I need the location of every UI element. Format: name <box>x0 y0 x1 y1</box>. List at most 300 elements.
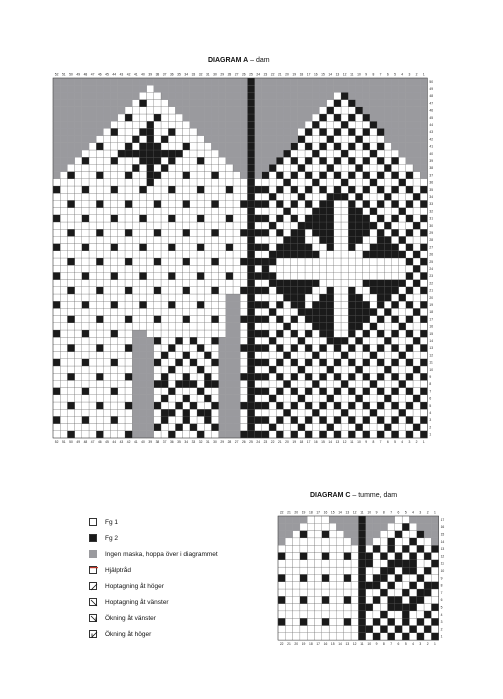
stitch-cell <box>413 294 420 301</box>
stitch-cell <box>89 143 96 150</box>
stitch-cell <box>111 150 118 157</box>
stitch-cell <box>373 596 380 603</box>
stitch-cell <box>305 186 312 193</box>
stitch-cell <box>262 344 269 351</box>
stitch-cell <box>226 164 233 171</box>
stitch-cell <box>154 244 161 251</box>
stitch-cell <box>197 172 204 179</box>
stitch-cell <box>399 402 406 409</box>
stitch-cell <box>319 78 326 85</box>
stitch-cell <box>307 611 314 618</box>
stitch-cell <box>118 265 125 272</box>
stitch-cell <box>341 172 348 179</box>
stitch-cell <box>197 431 204 438</box>
stitch-cell <box>161 366 168 373</box>
stitch-cell <box>298 258 305 265</box>
stitch-cell <box>132 200 139 207</box>
stitch-cell <box>154 416 161 423</box>
stitch-cell <box>96 258 103 265</box>
stitch-cell <box>363 193 370 200</box>
stitch-cell <box>298 215 305 222</box>
column-number: 21 <box>277 440 282 444</box>
stitch-cell <box>147 244 154 251</box>
stitch-cell <box>154 409 161 416</box>
stitch-cell <box>139 107 146 114</box>
stitch-cell <box>355 431 362 438</box>
stitch-cell <box>377 200 384 207</box>
stitch-cell <box>298 287 305 294</box>
stitch-cell <box>75 380 82 387</box>
column-number: 22 <box>270 440 275 444</box>
stitch-cell <box>322 523 329 530</box>
stitch-cell <box>211 366 218 373</box>
stitch-cell <box>219 323 226 330</box>
stitch-cell <box>154 287 161 294</box>
stitch-cell <box>82 157 89 164</box>
stitch-cell <box>67 409 74 416</box>
stitch-cell <box>197 157 204 164</box>
stitch-cell <box>319 114 326 121</box>
stitch-cell <box>269 186 276 193</box>
stitch-cell <box>370 236 377 243</box>
stitch-cell <box>291 316 298 323</box>
stitch-cell <box>278 574 285 581</box>
stitch-cell <box>226 373 233 380</box>
stitch-cell <box>211 301 218 308</box>
stitch-cell <box>103 186 110 193</box>
stitch-cell <box>75 107 82 114</box>
stitch-cell <box>111 388 118 395</box>
stitch-cell <box>89 265 96 272</box>
stitch-cell <box>409 553 416 560</box>
stitch-cell <box>53 265 60 272</box>
stitch-cell <box>312 121 319 128</box>
stitch-cell <box>132 128 139 135</box>
fg1-swatch-icon <box>89 518 97 526</box>
stitch-cell <box>351 567 358 574</box>
stitch-cell <box>147 157 154 164</box>
stitch-cell <box>395 567 402 574</box>
stitch-cell <box>226 380 233 387</box>
stitch-cell <box>380 567 387 574</box>
stitch-cell <box>53 179 60 186</box>
stitch-cell <box>197 186 204 193</box>
stitch-cell <box>298 251 305 258</box>
stitch-cell <box>89 114 96 121</box>
stitch-cell <box>348 366 355 373</box>
stitch-cell <box>363 344 370 351</box>
stitch-cell <box>276 114 283 121</box>
stitch-cell <box>219 251 226 258</box>
legend-label: Ingen maska, hoppa över i diagrammet <box>105 550 218 558</box>
stitch-cell <box>300 538 307 545</box>
stitch-cell <box>413 395 420 402</box>
stitch-cell <box>305 121 312 128</box>
stitch-cell <box>269 222 276 229</box>
stitch-cell <box>312 136 319 143</box>
stitch-cell <box>355 229 362 236</box>
stitch-cell <box>312 272 319 279</box>
stitch-cell <box>183 416 190 423</box>
stitch-cell <box>226 128 233 135</box>
column-number: 32 <box>198 72 203 77</box>
stitch-cell <box>327 186 334 193</box>
stitch-cell <box>420 208 427 215</box>
stitch-cell <box>147 78 154 85</box>
stitch-cell <box>154 330 161 337</box>
stitch-cell <box>391 294 398 301</box>
stitch-cell <box>211 388 218 395</box>
stitch-cell <box>132 301 139 308</box>
stitch-cell <box>219 388 226 395</box>
stitch-cell <box>204 352 211 359</box>
stitch-cell <box>399 164 406 171</box>
column-number: 10 <box>367 642 372 647</box>
stitch-cell <box>226 92 233 99</box>
stitch-cell <box>341 316 348 323</box>
stitch-cell <box>175 366 182 373</box>
stitch-cell <box>226 301 233 308</box>
stitch-cell <box>89 100 96 107</box>
stitch-cell <box>219 208 226 215</box>
column-number: 21 <box>287 510 291 515</box>
stitch-cell <box>395 545 402 552</box>
stitch-cell <box>190 114 197 121</box>
stitch-cell <box>341 366 348 373</box>
stitch-cell <box>334 409 341 416</box>
stitch-cell <box>358 582 365 589</box>
stitch-cell <box>291 431 298 438</box>
stitch-cell <box>348 200 355 207</box>
stitch-cell <box>175 236 182 243</box>
stitch-cell <box>154 179 161 186</box>
stitch-cell <box>344 545 351 552</box>
stitch-cell <box>322 538 329 545</box>
stitch-cell <box>315 574 322 581</box>
stitch-cell <box>329 560 336 567</box>
stitch-cell <box>363 172 370 179</box>
stitch-cell <box>219 236 226 243</box>
column-number: 17 <box>316 642 320 647</box>
stitch-cell <box>377 431 384 438</box>
stitch-cell <box>307 531 314 538</box>
stitch-cell <box>204 431 211 438</box>
stitch-cell <box>366 596 373 603</box>
stitch-cell <box>168 143 175 150</box>
stitch-cell <box>262 316 269 323</box>
stitch-cell <box>319 128 326 135</box>
stitch-cell <box>60 388 67 395</box>
stitch-cell <box>384 107 391 114</box>
stitch-cell <box>183 78 190 85</box>
stitch-cell <box>111 215 118 222</box>
stitch-cell <box>305 236 312 243</box>
stitch-cell <box>413 388 420 395</box>
stitch-cell <box>190 251 197 258</box>
stitch-cell <box>161 128 168 135</box>
row-number: 11 <box>440 561 445 566</box>
stitch-cell <box>118 373 125 380</box>
stitch-cell <box>305 258 312 265</box>
stitch-cell <box>391 193 398 200</box>
column-number: 20 <box>285 72 289 77</box>
stitch-cell <box>219 431 226 438</box>
row-number: 17 <box>440 517 445 522</box>
stitch-cell <box>96 416 103 423</box>
column-number: 41 <box>133 440 138 444</box>
stitch-cell <box>291 186 298 193</box>
stitch-cell <box>358 589 365 596</box>
stitch-cell <box>291 121 298 128</box>
column-number: 41 <box>133 72 138 77</box>
stitch-cell <box>233 424 240 431</box>
stitch-cell <box>285 611 292 618</box>
stitch-cell <box>399 107 406 114</box>
stitch-cell <box>175 431 182 438</box>
stitch-cell <box>327 308 334 315</box>
stitch-cell <box>391 200 398 207</box>
stitch-cell <box>384 308 391 315</box>
legend-row-no-stitch <box>89 549 218 559</box>
stitch-cell <box>406 172 413 179</box>
stitch-cell <box>406 78 413 85</box>
stitch-cell <box>190 308 197 315</box>
stitch-cell <box>409 589 416 596</box>
stitch-cell <box>413 215 420 222</box>
stitch-cell <box>82 136 89 143</box>
stitch-cell <box>406 200 413 207</box>
stitch-cell <box>329 626 336 633</box>
stitch-cell <box>67 294 74 301</box>
stitch-cell <box>319 294 326 301</box>
column-number: 39 <box>148 440 153 444</box>
diagram-c-grid <box>278 511 444 647</box>
stitch-cell <box>247 258 254 265</box>
stitch-cell <box>147 236 154 243</box>
column-number: 40 <box>141 440 145 444</box>
legend-label: Ökning åt vänster <box>105 614 156 622</box>
stitch-cell <box>336 633 343 640</box>
stitch-cell <box>190 78 197 85</box>
column-number: 25 <box>249 440 253 444</box>
stitch-cell <box>219 258 226 265</box>
stitch-cell <box>67 100 74 107</box>
stitch-cell <box>413 222 420 229</box>
stitch-cell <box>300 611 307 618</box>
stitch-cell <box>111 251 118 258</box>
stitch-cell <box>373 531 380 538</box>
stitch-cell <box>327 164 334 171</box>
stitch-cell <box>373 516 380 523</box>
stitch-cell <box>431 560 438 567</box>
stitch-cell <box>60 431 67 438</box>
stitch-cell <box>406 366 413 373</box>
stitch-cell <box>402 618 409 625</box>
stitch-cell <box>154 337 161 344</box>
stitch-cell <box>413 244 420 251</box>
stitch-cell <box>154 164 161 171</box>
stitch-cell <box>269 208 276 215</box>
stitch-cell <box>424 516 431 523</box>
stitch-cell <box>305 373 312 380</box>
stitch-cell <box>147 143 154 150</box>
stitch-cell <box>377 143 384 150</box>
stitch-cell <box>276 100 283 107</box>
stitch-cell <box>89 366 96 373</box>
stitch-cell <box>125 330 132 337</box>
stitch-cell <box>406 323 413 330</box>
stitch-cell <box>269 100 276 107</box>
stitch-cell <box>75 258 82 265</box>
stitch-cell <box>219 128 226 135</box>
stitch-cell <box>363 330 370 337</box>
stitch-cell <box>247 100 254 107</box>
stitch-cell <box>319 395 326 402</box>
stitch-cell <box>125 402 132 409</box>
stitch-cell <box>370 258 377 265</box>
stitch-cell <box>255 215 262 222</box>
stitch-cell <box>161 114 168 121</box>
column-number: 37 <box>162 72 167 77</box>
stitch-cell <box>399 431 406 438</box>
stitch-cell <box>125 316 132 323</box>
stitch-cell <box>370 402 377 409</box>
stitch-cell <box>363 272 370 279</box>
stitch-cell <box>190 323 197 330</box>
stitch-cell <box>420 193 427 200</box>
stitch-cell <box>183 272 190 279</box>
stitch-cell <box>175 136 182 143</box>
stitch-cell <box>276 200 283 207</box>
stitch-cell <box>132 136 139 143</box>
stitch-cell <box>312 236 319 243</box>
fg2-swatch-icon <box>89 534 97 542</box>
stitch-cell <box>300 582 307 589</box>
stitch-cell <box>96 316 103 323</box>
stitch-cell <box>406 431 413 438</box>
stitch-cell <box>125 388 132 395</box>
stitch-cell <box>413 164 420 171</box>
stitch-cell <box>285 545 292 552</box>
stitch-cell <box>348 143 355 150</box>
stitch-cell <box>283 157 290 164</box>
stitch-cell <box>358 545 365 552</box>
stitch-cell <box>111 121 118 128</box>
stitch-cell <box>406 208 413 215</box>
stitch-cell <box>183 301 190 308</box>
stitch-cell <box>312 157 319 164</box>
stitch-cell <box>147 380 154 387</box>
stitch-cell <box>247 416 254 423</box>
stitch-cell <box>139 92 146 99</box>
stitch-cell <box>118 193 125 200</box>
stitch-cell <box>322 626 329 633</box>
stitch-cell <box>204 143 211 150</box>
stitch-cell <box>262 301 269 308</box>
stitch-cell <box>420 157 427 164</box>
stitch-cell <box>300 531 307 538</box>
stitch-cell <box>147 323 154 330</box>
stitch-cell <box>377 121 384 128</box>
stitch-cell <box>103 251 110 258</box>
stitch-cell <box>219 150 226 157</box>
stitch-cell <box>327 258 334 265</box>
stitch-cell <box>67 150 74 157</box>
stitch-cell <box>139 265 146 272</box>
stitch-cell <box>370 136 377 143</box>
row-number: 1 <box>440 634 443 639</box>
stitch-cell <box>118 222 125 229</box>
stitch-cell <box>269 143 276 150</box>
stitch-cell <box>413 100 420 107</box>
stitch-cell <box>255 265 262 272</box>
stitch-cell <box>327 280 334 287</box>
stitch-cell <box>233 229 240 236</box>
stitch-cell <box>298 308 305 315</box>
stitch-cell <box>355 172 362 179</box>
stitch-cell <box>283 409 290 416</box>
stitch-cell <box>183 287 190 294</box>
stitch-cell <box>154 193 161 200</box>
stitch-cell <box>391 229 398 236</box>
stitch-cell <box>312 431 319 438</box>
stitch-cell <box>388 582 395 589</box>
stitch-cell <box>96 402 103 409</box>
stitch-cell <box>247 244 254 251</box>
column-number: 2 <box>426 642 429 647</box>
stitch-cell <box>111 308 118 315</box>
stitch-cell <box>75 251 82 258</box>
stitch-cell <box>82 337 89 344</box>
stitch-cell <box>132 352 139 359</box>
stitch-cell <box>118 78 125 85</box>
stitch-cell <box>247 172 254 179</box>
stitch-cell <box>269 402 276 409</box>
stitch-cell <box>53 402 60 409</box>
stitch-cell <box>315 589 322 596</box>
stitch-cell <box>132 337 139 344</box>
stitch-cell <box>298 344 305 351</box>
stitch-cell <box>391 424 398 431</box>
stitch-cell <box>285 523 292 530</box>
stitch-cell <box>204 85 211 92</box>
stitch-cell <box>154 294 161 301</box>
stitch-cell <box>89 409 96 416</box>
stitch-cell <box>399 308 406 315</box>
stitch-cell <box>89 215 96 222</box>
stitch-cell <box>233 272 240 279</box>
stitch-cell <box>219 395 226 402</box>
stitch-cell <box>161 229 168 236</box>
stitch-cell <box>384 164 391 171</box>
stitch-cell <box>125 272 132 279</box>
stitch-cell <box>312 164 319 171</box>
stitch-cell <box>226 114 233 121</box>
stitch-cell <box>327 294 334 301</box>
stitch-cell <box>240 380 247 387</box>
stitch-cell <box>255 395 262 402</box>
stitch-cell <box>406 121 413 128</box>
stitch-cell <box>406 280 413 287</box>
stitch-cell <box>96 78 103 85</box>
stitch-cell <box>329 567 336 574</box>
stitch-cell <box>168 85 175 92</box>
stitch-cell <box>67 136 74 143</box>
stitch-cell <box>262 380 269 387</box>
stitch-cell <box>60 85 67 92</box>
stitch-cell <box>417 567 424 574</box>
stitch-cell <box>355 85 362 92</box>
